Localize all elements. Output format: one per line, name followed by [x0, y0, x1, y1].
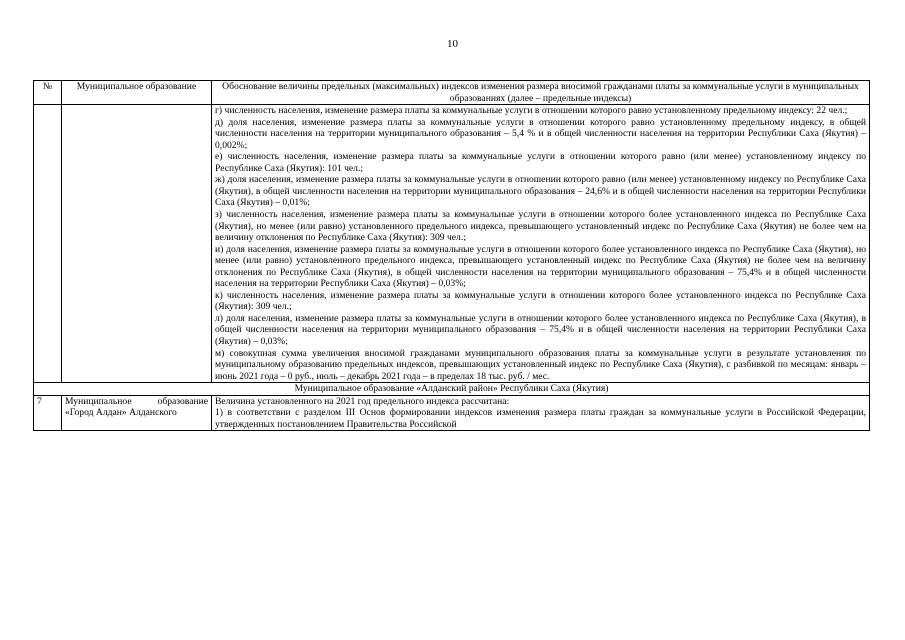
paragraph-k: к) численность населения, изменение размера платы за коммунальные услуги в отношении которого более установленного индекса по Республике Саха (Якутия): 309 чел.;: [215, 289, 866, 313]
justification-paragraphs: [215, 105, 866, 382]
justification-table: [33, 80, 870, 431]
table-row: [34, 395, 870, 431]
paragraph-1: 1) в соответствии с разделом III Основ формировании индексов изменения размера платы граждан за коммунальные услуги в Российской Федерации, утвержденных постановлением Правительства Российской: [215, 407, 866, 430]
paragraph-d: д) доля населения, изменение размера платы за коммунальные услуги в отношении которого равно установленному предельному индексу, в общей численности населения на территории муниципального образования – 5,4 % и в общей численности населения на территории Республики Саха (Якутия) – 0,002%;: [215, 116, 866, 151]
paragraph-m: м) совокупная сумма увеличения вносимой гражданами муниципального образования платы за коммунальные услуги в результате установления по муниципальному образованию предельных индексов, превышающих установленный индекс по Республике Саха (Якутия), с разбивкой по месяцам: январь – июнь 2021 года – 0 руб., июль – декабрь 2021 года – в пределах 18 тыс. руб. / мес.: [215, 347, 866, 382]
row-municipality-cell: [62, 105, 212, 383]
paragraph-e: е) численность населения, изменение размера платы за коммунальные услуги в отношении которого равно (или менее) установленному индексу по Республике Саха (Якутия): 101 чел.;: [215, 151, 866, 174]
table-row: [34, 105, 870, 383]
row-justification-cell: [212, 395, 870, 431]
table-header-row: [34, 81, 870, 105]
justification-paragraphs: [215, 396, 866, 431]
row-municipality-cell: Муниципальное образование «Город Алдан» Алданского: [62, 395, 212, 431]
header-justification: Обоснование величины предельных (максимальных) индексов изменения размера вносимой гражданами платы за коммунальные услуги в муниципальных образованиях (далее – предельные индексы): [212, 81, 870, 105]
paragraph-l: л) доля населения, изменение размера платы за коммунальные услуги в отношении которого более установленного индекса по Республике Саха (Якутия), в общей численности населения на территории муниципального образования – 75,4% и в общей численности населения на территории Республики Саха (Якутия) – 0,03%;: [215, 312, 866, 348]
page-number: 10: [447, 38, 458, 50]
paragraph-zh: ж) доля населения, изменение размера платы за коммунальные услуги в отношении которого равно (или менее) установленному индексу по Республике Саха (Якутия), в общей численности населения на территории муниципального образования – 24,6% и в общей численности населения на территории Республики Саха (Якутия) – 0,01%;: [215, 174, 866, 209]
paragraph-z: з) численность населения, изменение размера платы за коммунальные услуги в отношении которого более установленного индекса по Республике Саха (Якутия), но менее (или равно) установленного предельного индекса, превышающего установленный индекс по Республике Саха (Якутия) не более чем на величину отклонения по Республике Саха (Якутия): 309 чел.;: [215, 209, 866, 244]
paragraph-g: г) численность населения, изменение размера платы за коммунальные услуги в отношении которого равно установленному предельному индексу: 22 чел.;: [215, 105, 848, 117]
section-title: Муниципальное образование «Алданский район» Республики Саха (Якутия): [34, 383, 870, 396]
row-number-cell: [34, 105, 62, 383]
header-municipality: Муниципальное образование: [62, 81, 212, 105]
row-number-cell: 7: [34, 395, 62, 431]
row-justification-cell: [212, 105, 870, 383]
paragraph-intro: Величина установленного на 2021 год предельного индекса рассчитана:: [215, 395, 510, 407]
header-number: №: [34, 81, 62, 105]
section-row: [34, 383, 870, 396]
paragraph-i: и) доля населения, изменение размера платы за коммунальные услуги в отношении которого более установленного индекса по Республике Саха (Якутия), но менее (или равно) установленного предельного индекса, превышающего установленный индекс по Республике Саха (Якутия) не более чем на величину отклонения по Республике Саха (Якутия), в общей численности населения на территории муниципального образования – 75,4% и в общей численности населения на территории Республики Саха (Якутия) – 0,03%;: [215, 243, 866, 290]
